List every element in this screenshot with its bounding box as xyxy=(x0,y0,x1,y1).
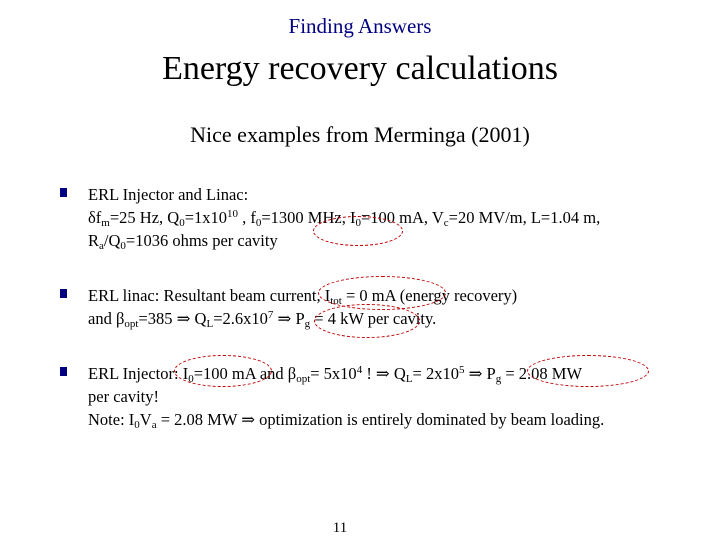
bullet-text xyxy=(88,183,700,252)
square-bullet-icon xyxy=(60,289,67,298)
bullet-line: ERL Injector: $I_0=100$ mA and $\beta_{opt}= 5x10^4$ ! ⇒ $Q_L= 2x10^5$ ⇒ $P_g = 2.08$ MW xyxy=(88,364,583,385)
highlight-ellipse-pg-208mw xyxy=(527,355,649,387)
slide-header: Finding Answers xyxy=(288,14,432,38)
highlight-ellipse-i0-injector xyxy=(174,355,272,387)
square-bullet-icon xyxy=(60,188,67,197)
bullet-line: and $\beta_{opt}=385$ ⇒ $Q_L=2.6x10^7$ ⇒ $P_g = 4$ kW per cavity. xyxy=(88,309,437,330)
bullet-line: $R_a/Q_0=1036$ ohms per cavity xyxy=(88,231,278,252)
bullet-line: Note: $I_0V_a = 2.08$ MW ⇒ optimization is entirely dominated by beam loading. xyxy=(88,410,605,431)
bullet-line: ERL Injector and Linac: xyxy=(88,185,249,204)
slide-title: Energy recovery calculations xyxy=(162,50,558,87)
bullet-line: ERL linac: Resultant beam current, $I_{tot} = 0$ mA (energy recovery) xyxy=(88,286,518,307)
slide-subtitle: Nice examples from Merminga (2001) xyxy=(190,122,530,147)
square-bullet-icon xyxy=(60,367,67,376)
page-number: 11 xyxy=(332,520,348,536)
bullet-line: $\delta f_m=25$ Hz, $Q_0=1x10^{10}$ , $f_0=1300$ MHz, $I_0=100$ mA, $V_c=20$ MV/m, L=1.04 m, xyxy=(88,208,601,229)
highlight-ellipse-i0 xyxy=(313,216,403,246)
highlight-ellipse-pg-4kw xyxy=(314,304,420,338)
bullet-line: per cavity! xyxy=(88,387,160,406)
